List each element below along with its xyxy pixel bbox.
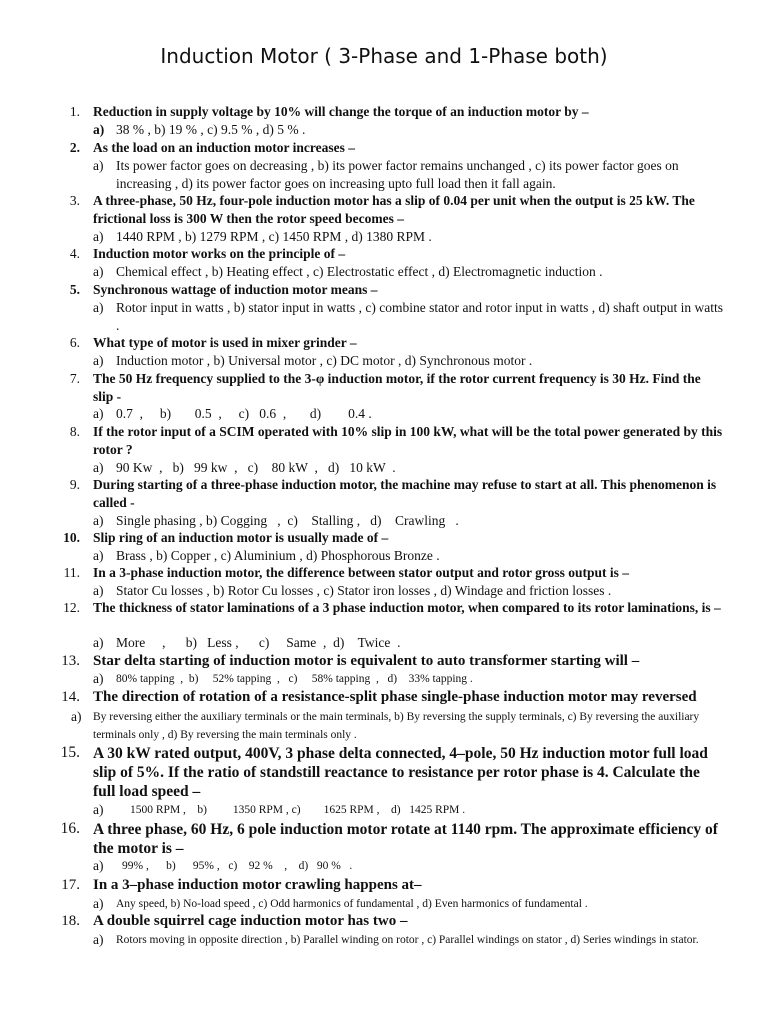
option-label: a) (93, 858, 104, 873)
question-number: 5. (69, 282, 80, 297)
answer-options: Rotor input in watts , b) stator input in watts , c) combine stator and rotor input in watts , d) shaft output in watts . (116, 300, 724, 333)
option-label: a) (93, 460, 104, 475)
answer-options: Single phasing , b) Cogging , c) Stalling , d) Crawling . (116, 513, 459, 528)
option-label: a) (93, 406, 104, 421)
question-number: 1. (69, 104, 80, 119)
question-number: 7. (69, 371, 80, 386)
question-text: During starting of a three-phase induction motor, the machine may refuse to start at all. This phenomenon is called - (93, 477, 717, 510)
option-label: a) (93, 264, 104, 279)
option-label: a) (93, 896, 104, 911)
question-number: 15. (60, 744, 80, 761)
question-number: 17. (61, 877, 80, 893)
answer-options: Any speed, b) No-load speed , c) Odd harmonics of fundamental , d) Even harmonics of fundamental . (116, 898, 588, 910)
question-text: Synchronous wattage of induction motor means – (93, 282, 378, 297)
option-label: a) (93, 548, 104, 563)
option-label: a) (93, 583, 104, 598)
question-text: Star delta starting of induction motor is equivalent to auto transformer starting will – (93, 653, 640, 669)
question-number: 4. (69, 246, 80, 261)
question-number: 2. (69, 140, 80, 155)
answer-options: Rotors moving in opposite direction , b) Parallel winding on rotor , c) Parallel windings on stator , d) Series windings in stator. (116, 934, 699, 946)
question-number: 10. (63, 530, 80, 545)
question-number: 8. (69, 424, 80, 439)
question-number: 13. (61, 653, 80, 669)
question-text: In a 3–phase induction motor crawling happens at– (93, 877, 422, 893)
answer-options: By reversing either the auxiliary terminals or the main terminals, b) By reversing the supply terminals, c) By reversing the auxiliary terminals only , d) By reversing the main terminals only . (93, 711, 700, 741)
answer-options: Induction motor , b) Universal motor , c) DC motor , d) Synchronous motor . (116, 353, 533, 368)
question-text: The 50 Hz frequency supplied to the 3-φ induction motor, if the rotor current frequency is 30 Hz. Find the slip - (93, 371, 701, 404)
answer-options: Stator Cu losses , b) Rotor Cu losses , c) Stator iron losses , d) Windage and friction losses . (116, 583, 612, 598)
answer-options: 38 % , b) 19 % , c) 9.5 % , d) 5 % . (116, 122, 306, 137)
question-text: A double squirrel cage induction motor has two – (93, 913, 408, 929)
answer-options: More , b) Less , c) Same , d) Twice . (116, 635, 401, 650)
question-text: A 30 kW rated output, 400V, 3 phase delta connected, 4–pole, 50 Hz induction motor full load slip of 5%. If the ratio of standstill reactance to resistance per rotor phase is 4. Calculate the full load speed – (93, 745, 708, 800)
answer-options: 0.7 , b) 0.5 , c) 0.6 , d) 0.4 . (116, 406, 372, 421)
option-label: a) (93, 300, 104, 315)
question-text: The direction of rotation of a resistance-split phase single-phase induction motor may reversed (93, 689, 697, 705)
option-label: a) (93, 932, 104, 947)
question-number: 12. (63, 600, 80, 615)
question-number: 18. (61, 913, 80, 929)
option-label: a) (93, 802, 104, 817)
option-label: a) (93, 229, 104, 244)
question-text: Reduction in supply voltage by 10% will change the torque of an induction motor by – (93, 104, 589, 119)
answer-options: 1500 RPM , b) 1350 RPM , c) 1625 RPM , d) 1425 RPM . (130, 804, 466, 816)
question-number: 3. (69, 193, 80, 208)
option-label: a) (93, 122, 105, 137)
question-number: 6. (69, 335, 80, 350)
question-text: Induction motor works on the principle of – (93, 246, 346, 261)
question-text: A three phase, 60 Hz, 6 pole induction motor rotate at 1140 rpm. The approximate efficiency of the motor is – (93, 821, 718, 857)
answer-options: 99% , b) 95% , c) 92 % , d) 90 % . (122, 860, 353, 872)
question-text: As the load on an induction motor increases – (93, 140, 356, 155)
question-text: If the rotor input of a SCIM operated with 10% slip in 100 kW, what will be the total power generated by this rotor ? (93, 424, 723, 457)
answer-options: 1440 RPM , b) 1279 RPM , c) 1450 RPM , d) 1380 RPM . (116, 229, 432, 244)
question-number: 11. (63, 565, 80, 580)
question-number: 16. (60, 820, 80, 837)
option-label: a) (93, 158, 104, 173)
option-label: a) (93, 671, 104, 686)
answer-options: 90 Kw , b) 99 kw , c) 80 kW , d) 10 kW . (116, 460, 396, 475)
question-text: In a 3-phase induction motor, the difference between stator output and rotor gross output is – (93, 565, 630, 580)
option-label: a) (71, 709, 82, 724)
question-text: A three-phase, 50 Hz, four-pole induction motor has a slip of 0.04 per unit when the output is 25 kW. The frictional loss is 300 W then the rotor speed becomes – (93, 193, 695, 226)
question-text: The thickness of stator laminations of a 3 phase induction motor, when compared to its rotor laminations, is – (93, 600, 721, 615)
page-title: Induction Motor ( 3-Phase and 1-Phase both) (160, 44, 608, 68)
question-text: Slip ring of an induction motor is usually made of – (93, 530, 389, 545)
answer-options: Its power factor goes on decreasing , b) its power factor remains unchanged , c) its power factor goes on increasing , d) its power factor goes on increasing upto full load then it fall again. (116, 158, 679, 191)
question-number: 9. (69, 477, 80, 492)
question-number: 14. (61, 689, 80, 705)
question-text: What type of motor is used in mixer grinder – (93, 335, 357, 350)
option-label: a) (93, 513, 104, 528)
answer-options: 80% tapping , b) 52% tapping , c) 58% tapping , d) 33% tapping . (116, 673, 473, 685)
option-label: a) (93, 635, 104, 650)
answer-options: Chemical effect , b) Heating effect , c) Electrostatic effect , d) Electromagnetic induction . (116, 264, 603, 279)
option-label: a) (93, 353, 104, 368)
answer-options: Brass , b) Copper , c) Aluminium , d) Phosphorous Bronze . (116, 548, 440, 563)
